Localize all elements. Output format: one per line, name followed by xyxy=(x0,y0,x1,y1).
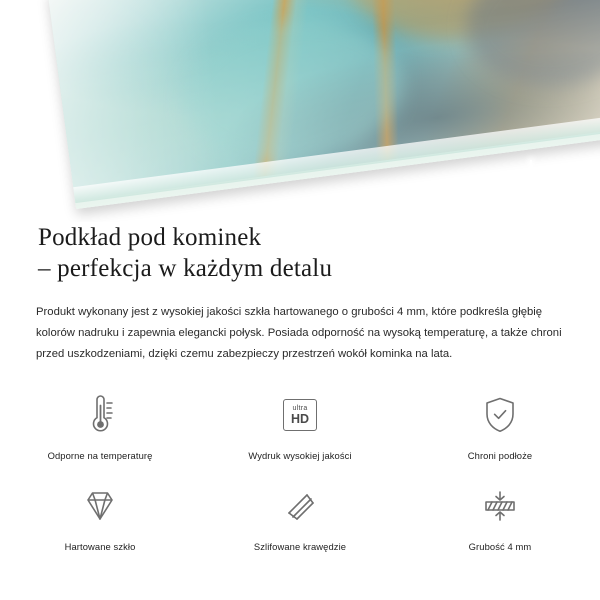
feature-polished-edges xyxy=(200,483,400,552)
feature-print-quality xyxy=(200,392,400,461)
thermometer-icon xyxy=(80,392,120,438)
feature-label: Chroni podłoże xyxy=(467,450,533,461)
thickness-icon xyxy=(478,483,522,529)
ultra-hd-badge-bottom: HD xyxy=(290,411,310,426)
print-swirl-grey xyxy=(458,0,600,98)
feature-label: Odporne na temperaturę xyxy=(47,450,153,461)
feature-tempered-glass xyxy=(0,483,200,552)
feature-grid xyxy=(0,392,600,552)
glass-panel xyxy=(46,0,600,222)
page-title xyxy=(38,222,562,284)
feature-surface-protection xyxy=(400,392,600,461)
description-paragraph: Produkt wykonany jest z wysokiej jakości szkła hartowanego o grubości 4 mm, które podkreśla głębię kolorów nadruku i zapewnia elegancki połysk. Posiada odporność na wysoką temperaturę, a także chroni przed uszkodzeniami, dzięki czemu zabezpieczy przestrzeń wokół kominka na lata. xyxy=(36,306,562,360)
feature-label: Szlifowane krawędzie xyxy=(253,541,347,552)
sparkle-small-icon xyxy=(527,182,553,208)
headline-line-2: – perfekcja w każdym detalu xyxy=(38,255,333,282)
feature-label: Wydruk wysokiej jakości xyxy=(248,450,352,461)
feature-thickness xyxy=(400,483,600,552)
description-content xyxy=(0,222,600,365)
diamond-icon xyxy=(80,483,120,529)
ultra-hd-badge-top: ultra xyxy=(292,404,308,412)
feature-label: Grubość 4 mm xyxy=(468,541,532,552)
feature-heat-resistant xyxy=(0,392,200,461)
feature-label: Hartowane szkło xyxy=(64,541,136,552)
product-hero-image xyxy=(0,0,600,222)
polished-edge-icon xyxy=(280,483,320,529)
shield-check-icon xyxy=(480,392,520,438)
ultra-hd-icon xyxy=(283,392,317,438)
print-swirl-gold xyxy=(339,0,587,53)
headline-line-1: Podkład pod kominek xyxy=(38,224,262,251)
